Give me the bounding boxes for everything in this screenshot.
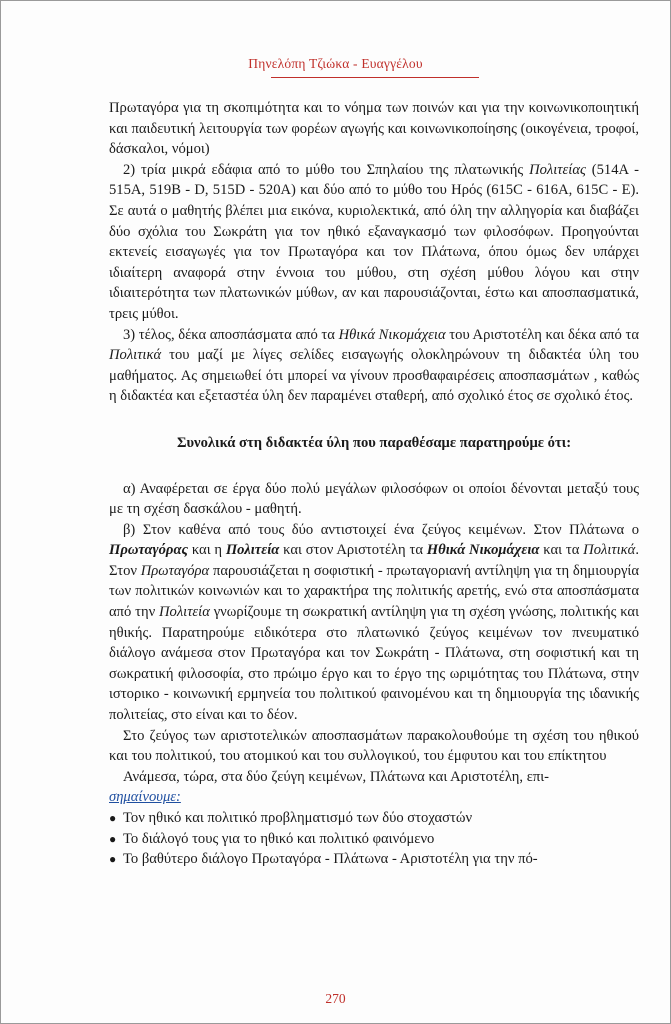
text-run: και στον Αριστοτέλη τα xyxy=(279,542,427,559)
text-run: Ανάμεσα, τώρα, στα δύο ζεύγη κειμένων, Πλάτωνα και Αριστοτέλη, επι- xyxy=(123,768,550,785)
bullet-item: ● Τον ηθικό και πολιτικό προβληματισμό των δύο στοχαστών xyxy=(109,808,639,829)
bold-italic-title: Ηθικά Νικομάχεια xyxy=(426,542,540,559)
italic-title: Πολιτικά xyxy=(109,347,162,364)
text-run: του Αριστοτέλη και δέκα από τα xyxy=(445,326,639,343)
bullet-item: ● Το διάλογό τους για το ηθικό και πολιτικό φαινόμενο xyxy=(109,829,639,850)
page-number: 270 xyxy=(325,991,346,1006)
text-run: 3) τέλος, δέκα αποσπάσματα από τα xyxy=(123,326,339,343)
page-body xyxy=(109,98,639,870)
paragraph-b xyxy=(109,520,639,726)
italic-title: Πρωταγόρα xyxy=(140,562,210,579)
paragraph-a: α) Αναφέρεται σε έργα δύο πολύ μεγάλων φιλοσόφων οι οποίοι δένονται μεταξύ τους με τη σχέση δασκάλου - μαθητή. xyxy=(109,480,639,518)
text-run: 2) τρία μικρά εδάφια από το μύθο του Σπηλαίου της πλατωνικής xyxy=(123,161,530,178)
paragraph-item-3 xyxy=(109,325,639,407)
paragraph-c: Στο ζεύγος των αριστοτελικών αποσπασμάτων παρακολουθούμε τη σχέση του ηθικού και του πολιτικού, του ατομικού και του συλλογικού, του έμφυτου και του επίκτητου xyxy=(109,727,639,765)
text-run: και η xyxy=(188,542,226,559)
text-run: . Στον xyxy=(109,542,639,579)
bold-italic-title: Πολιτεία xyxy=(225,542,280,559)
text-run: β) Στον καθένα από τους δύο αντιστοιχεί ένα ζεύγος κειμένων. Στον Πλάτωνα ο xyxy=(123,521,639,538)
bullet-list xyxy=(109,808,639,870)
paragraph-d xyxy=(109,767,639,808)
italic-title: Πολιτικά xyxy=(583,542,636,559)
text-run: γνωρίζουμε τη σωκρατική αντίληψη για τη σχέση γνώσης, πολιτικής και ηθικής. Παρατηρούμε ειδικότερα στο πλατωνικό ζεύγος κειμένων τον πνευματικό διάλογο ανάμεσα στον Πρωταγόρα και τον Σωκράτη - Πλάτωνα, στη σοφιστική και τη σωκρατική φιλοσοφία, στο πρώιμο έργο και το έργο της ωριμότητας του Πλάτωνα, στην ιστορικο - κοινωνική ερμηνεία του πολιτικού φαινομένου και τη δημιουργία της ιδανικής πολιτείας, στο είναι και το δέον. xyxy=(109,604,639,724)
text-run: (514Α - 515Α, 519Β - D, 515D - 520Α) και δύο από το μύθο του Ηρός (615C - 616Α, 615C - Ε). Σε αυτά ο μαθητής βλέπει μια εικόνα, κυριολεκτικά, από όλη την αλληγορία και διαβάζει δύο σχόλια του Σωκράτη για τον ηθικό εξαναγκασμό των φιλοσόφων. Προηγούνται εκτενείς εισαγωγές για τον Πρωταγόρα και τον Πλάτωνα, όπου όμως δεν υπάρχει ιδιαίτερη αναφορά στην έννοια του μύθου, στη σχέση μύθου λόγου και στην ιδιαιτερότητα των πλατωνικών μύθων, αν και παρουσιάζονται, έστω και αποσπασματικά, τρεις μύθοι. xyxy=(109,161,639,322)
text-run: παρουσιάζεται η σοφιστική - πρωταγοριανή αντίληψη για τη δημιουργία των πολιτικών κοινωνιών και το χαρακτήρα της πολιτικής αρετής, ενώ στα αποσπάσματα από την xyxy=(109,562,640,621)
running-head: Πηνελόπη Τζιώκα - Ευαγγέλου xyxy=(248,56,423,71)
text-run: και τα xyxy=(539,542,584,559)
paragraph-item-2 xyxy=(109,160,639,325)
running-head-rule xyxy=(271,77,479,78)
section-heading: Συνολικά στη διδακτέα ύλη που παραθέσαμε παρατηρούμε ότι: xyxy=(176,434,572,451)
text-run: του μαζί με λίγες σελίδες εισαγωγής ολοκληρώνουν τη διδακτέα ύλη του μαθήματος. Ας σημειωθεί ότι μπορεί να γίνουν προσθαφαιρέσεις αποσπασμάτων , καθώς η διδακτέα και εξεταστέα ύλη δεν παραμένει σταθερή, από σχολικό έτος σε σχολικό έτος. xyxy=(109,347,639,405)
bold-italic-title: Πρωταγόρας xyxy=(109,542,189,559)
bullet-item: ● Το βαθύτερο διάλογο Πρωταγόρα - Πλάτωνα - Αριστοτέλη για την πό- xyxy=(109,849,639,870)
italic-title: Πολιτείας xyxy=(529,161,586,178)
italic-title: Ηθικά Νικομάχεια xyxy=(338,326,446,343)
paragraph-continuation: Πρωταγόρα για τη σκοπιμότητα και το νόημα των ποινών και για την κοινωνικοποιητική και παιδευτική λειτουργία των φορέων αγωγής και κοινωνικοποίησης (οικογένεια, τροφοί, δάσκαλοι, νόμοι) xyxy=(109,100,639,158)
italic-title: Πολιτεία xyxy=(159,604,210,621)
emphasized-word: σημαίνουμε: xyxy=(109,789,181,806)
